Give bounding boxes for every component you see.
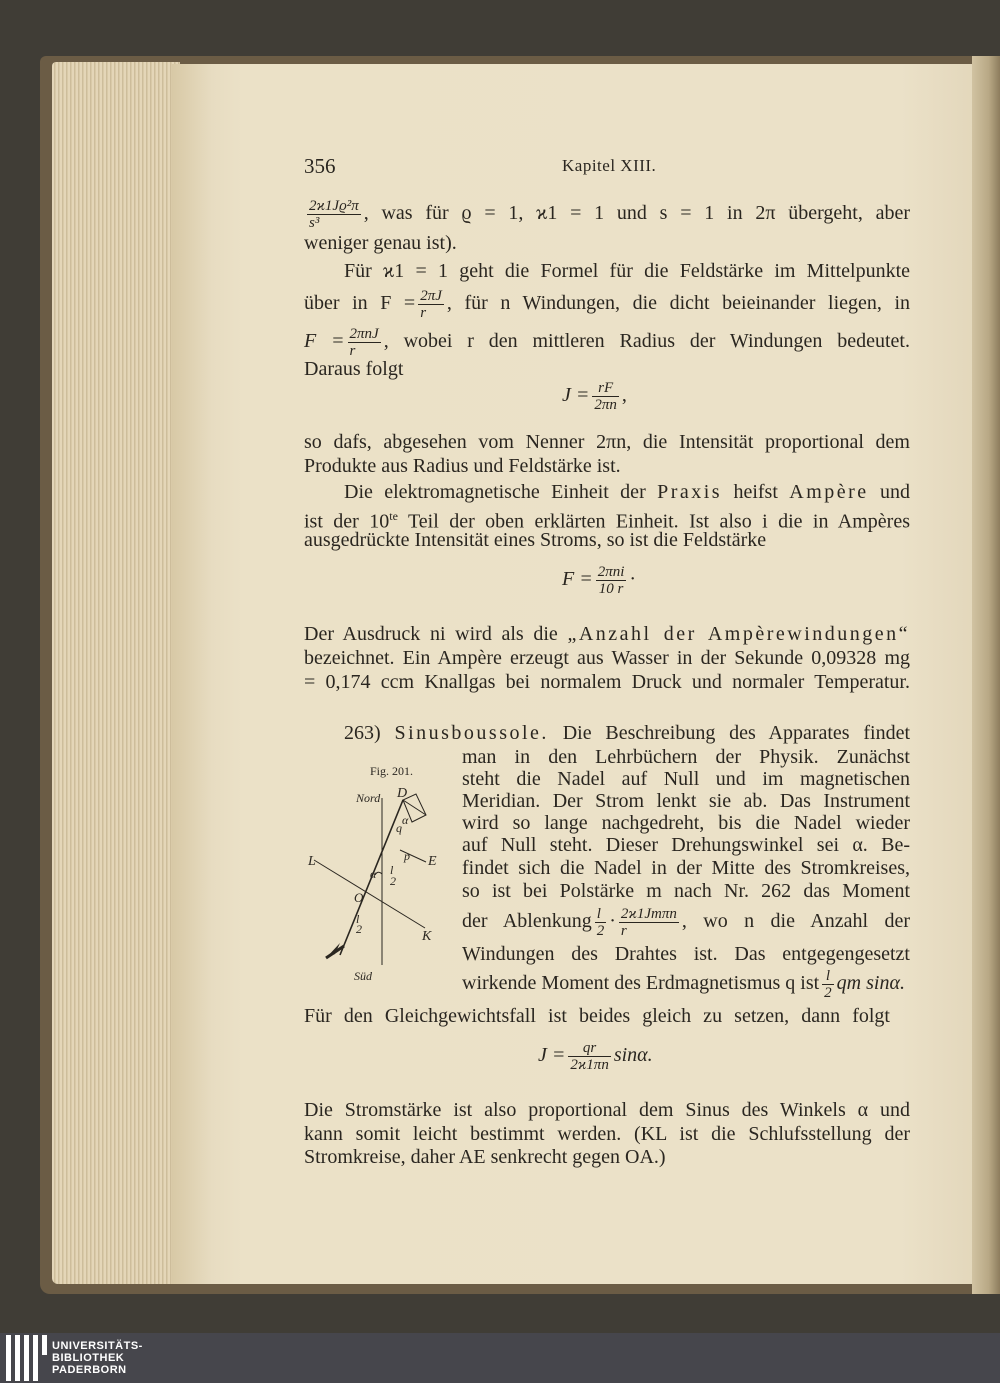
library-name-line-1: UNIVERSITÄTS- [52, 1340, 143, 1352]
label-sued: Süd [354, 969, 372, 983]
running-title: Kapitel XIII. [562, 156, 657, 175]
fraction: $\frac{\text{2ϰ1Jmπn}}{r}$ [620, 906, 677, 939]
section-263-line-10: Windungen des Drahtes ist. Das entgegengesetzt [462, 943, 910, 965]
section-263-heading: 263) Sinusboussole. Die Beschreibung des Apparates findet [344, 722, 911, 744]
fraction: $\frac{\text{2πnJ}}{r}$ [349, 326, 379, 359]
text-line-3: Für ϰ1 = 1 geht die Formel für die Feldstärke im Mittelpunkte [344, 260, 910, 282]
text-line-6: Daraus folgt [304, 358, 404, 380]
text-line-10: ist der $10^{te}$ Teil der oben erklärten Einheit. Ist also i die in Ampères [304, 509, 910, 533]
text-line-17: kann somit leicht bestimmt werden. (KL ist die Schlufsstellung der [304, 1123, 910, 1145]
fraction: $\frac{\text{2πni}}{10 r}$ [597, 564, 625, 597]
label-nord: Nord [356, 791, 381, 805]
text-line-1: $\frac{\text{2ϰ1Jϱ²π}}{\text{s³}}$ , was für ϱ = 1, ϰ1 = 1 und s = 1 in 2π übergeht, aber [309, 198, 910, 231]
equation-3: J = $\frac{qr}{2ϰ1\pi n}$ sinα. [538, 1040, 653, 1073]
section-263-line-7: findet sich die Nadel in der Mitte des Stromkreises, [462, 857, 910, 879]
fraction: $\frac{qr}{2ϰ1\pi n}$ [570, 1040, 609, 1073]
text-line-18: Stromkreise, daher AE senkrecht gegen OA.) [304, 1146, 666, 1168]
label-alpha: α [370, 867, 377, 881]
section-263-line-11: wirkende Moment des Erdmagnetismus q ist $\frac{l}{2}$ qm sinα. [462, 968, 905, 1001]
label-d: D [397, 786, 408, 801]
section-263-line-2: man in den Lehrbüchern der Physik. Zunächst [462, 746, 910, 768]
page-number: 356 [304, 154, 336, 178]
label-k: K [422, 929, 432, 944]
fraction: $\frac{\text{2ϰ1Jϱ²π}}{\text{s³}}$ [309, 198, 359, 231]
text-line-11: ausgedrückte Intensität eines Stroms, so ist die Feldstärke [304, 529, 767, 551]
text-line-16: Die Stromstärke ist also proportional dem Sinus des Winkels α und [304, 1099, 910, 1121]
library-logo [6, 1335, 46, 1381]
label-o: O [354, 890, 364, 905]
text-line-8: Produkte aus Radius und Feldstärke ist. [304, 455, 621, 477]
label-two-lower: 2 [356, 922, 362, 936]
text-line-2: weniger genau ist). [304, 232, 457, 254]
fraction: $\frac{l}{2}$ [596, 906, 605, 939]
equation-2: F = $\frac{\text{2πni}}{10 r}$ · [562, 564, 637, 597]
label-q: q [396, 821, 402, 835]
text-line-12: Der Ausdruck ni wird als die „Anzahl der Ampèrewindungen“ [304, 623, 910, 645]
label-l: L [308, 854, 316, 869]
label-two-upper: 2 [390, 874, 396, 888]
section-263-line-8: so ist bei Polstärke m nach Nr. 262 das Moment [462, 880, 910, 902]
figure-caption: Fig. 201. [370, 764, 414, 778]
text-line-15: Für den Gleichgewichtsfall ist beides gleich zu setzen, dann folgt [304, 1005, 890, 1027]
equation-1: J = $\frac{rF}{2\pi n}$ , [562, 380, 627, 413]
label-l-upper: l [390, 863, 394, 877]
fraction: $\frac{rF}{2\pi n}$ [594, 380, 617, 413]
sinusboussole-diagram [300, 780, 450, 990]
next-page-gutter [972, 56, 1000, 1294]
library-footer [0, 1333, 1000, 1383]
section-263-line-9: der Ablenkung $\frac{l}{2}$ · $\frac{\text{2ϰ1Jmπn}}{r}$ , wo n die Anzahl der [462, 906, 910, 939]
library-name-line-2: BIBLIOTHEK [52, 1352, 125, 1364]
fraction: $\frac{2\pi J}{r}$ [420, 288, 442, 321]
text-line-4: über in F = $\frac{2\pi J}{r}$ , für n Windungen, die dicht beieinander liegen, in [304, 288, 910, 321]
text-line-5: F = $\frac{\text{2πnJ}}{r}$ , wobei r den mittleren Radius der Windungen bedeutet. [304, 326, 910, 359]
section-263-line-5: wird so lange nachgedreht, bis die Nadel wieder [462, 812, 910, 834]
text-line-9: Die elektromagnetische Einheit der Praxis heifst Ampère und [344, 481, 911, 503]
section-263-line-3: steht die Nadel auf Null und im magnetischen [462, 768, 910, 790]
section-263-line-4: Meridian. Der Strom lenkt sie ab. Das Instrument [462, 790, 910, 812]
fraction: $\frac{l}{2}$ [824, 968, 832, 1001]
library-name-line-3: PADERBORN [52, 1364, 127, 1376]
text-line-7: so dafs, abgesehen vom Nenner 2πn, die Intensität proportional dem [304, 431, 910, 453]
label-l-lower: l [356, 912, 360, 926]
label-e: E [428, 854, 437, 869]
page-edges [52, 62, 180, 1284]
label-p: p [404, 849, 410, 863]
label-alpha-upper: α [402, 813, 409, 827]
text-line-13: bezeichnet. Ein Ampère erzeugt aus Wasser in der Sekunde 0,09328 mg [304, 647, 910, 669]
section-263-line-6: auf Null steht. Dieser Drehungswinkel sei α. Be- [462, 834, 910, 856]
text-line-14: = 0,174 ccm Knallgas bei normalem Druck und normaler Temperatur. [304, 671, 910, 693]
